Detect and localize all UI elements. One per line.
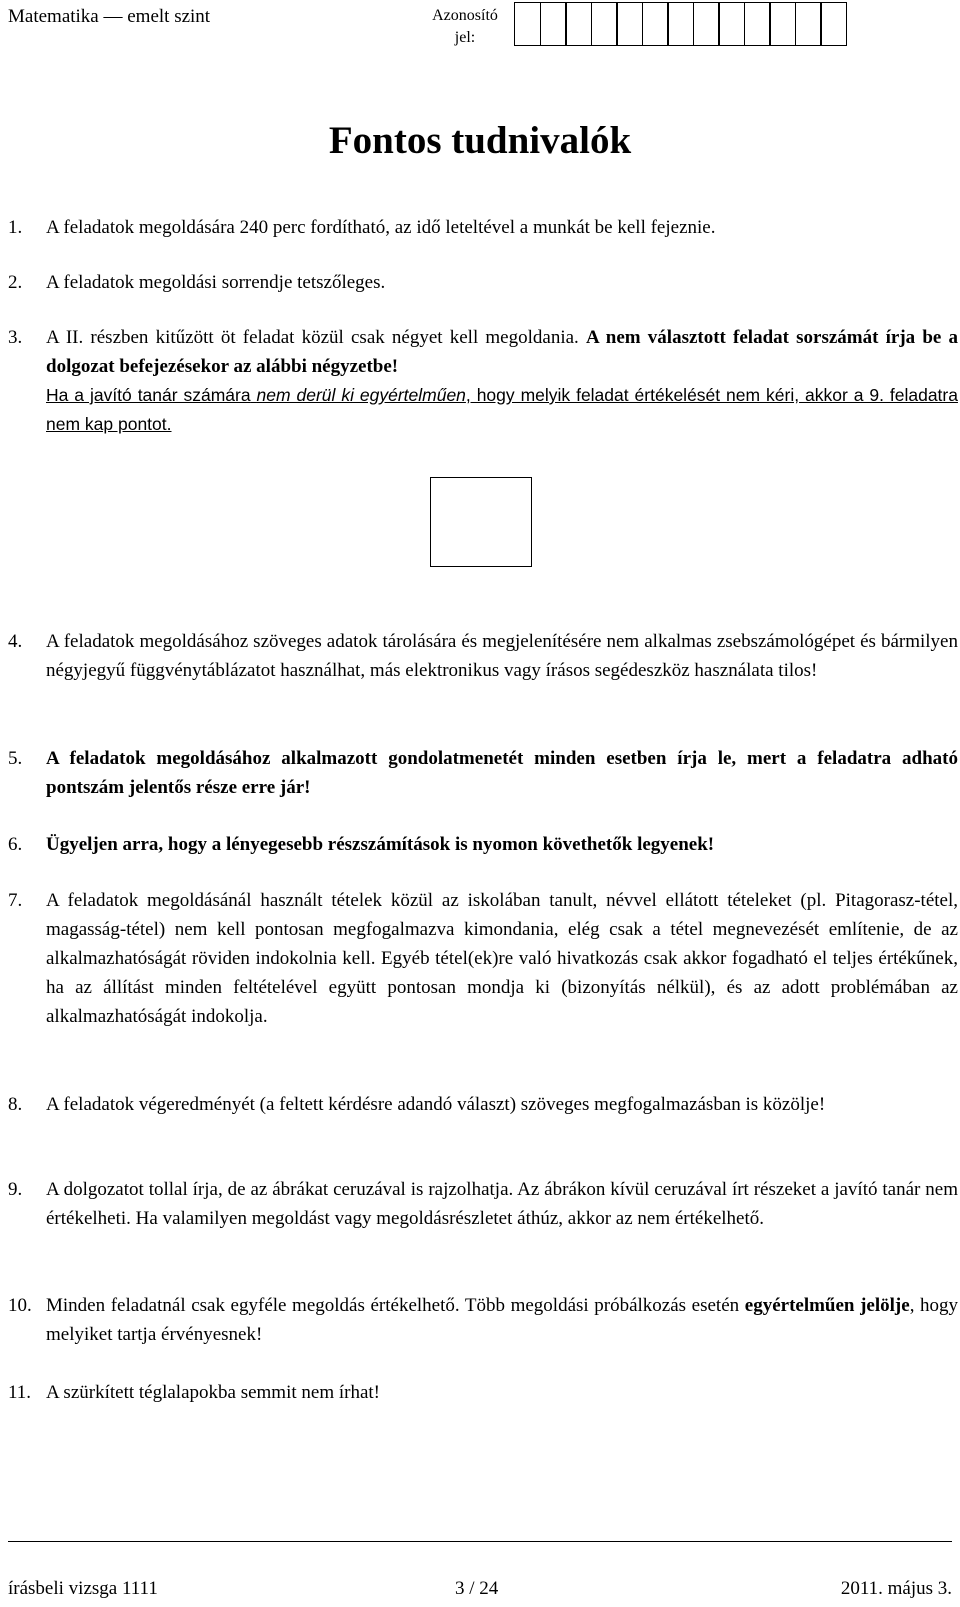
- item-number: 6.: [8, 834, 23, 855]
- item-text: A feladatok végeredményét (a feltett kérdésre adandó választ) szöveges megfogalmazásban is közölje!: [46, 1094, 826, 1115]
- item-10-text-part1: Minden feladatnál csak egyféle megoldás értékelhető. Több megoldási próbálkozás esetén: [46, 1295, 740, 1316]
- item-3-text-part1: A II. részben kitűzött öt feladat közül csak négyet kell megoldania.: [46, 327, 579, 348]
- id-box[interactable]: [718, 2, 745, 46]
- item-text: A dolgozatot tollal írja, de az ábrákat ceruzával is rajzolhatja. Az ábrákon kívül ceruzával írt részeket a javító tanár nem értékelheti. Ha valamilyen megoldást vagy megoldásrészletet áthúz, akkor az nem értékelhető.: [46, 1179, 958, 1229]
- footer-divider: [8, 1541, 952, 1542]
- item-3-warning-italic: nem derül ki egyértelműen: [256, 385, 466, 405]
- id-box[interactable]: [693, 2, 720, 46]
- list-item-11: [8, 1378, 958, 1407]
- item-number: 4.: [8, 631, 23, 652]
- item-3-warning: [46, 381, 958, 439]
- list-item-10: [8, 1291, 958, 1349]
- id-box[interactable]: [514, 2, 541, 46]
- list-item-9: [8, 1175, 958, 1233]
- item-number: 11.: [8, 1382, 32, 1403]
- list-item-4: [8, 627, 958, 685]
- item-text: A feladatok megoldásához szöveges adatok tárolására és megjelenítésére nem alkalmas zsebszámológépet és bármilyen négyjegyű függvénytáblázatot használhat, más elektronikus vagy írásos segédeszköz használata tilos!: [46, 631, 958, 681]
- item-number: 8.: [8, 1094, 23, 1115]
- item-number: 3.: [8, 327, 23, 348]
- item-text: A feladatok megoldási sorrendje tetszőleges.: [46, 272, 386, 293]
- item-text: A feladatok megoldásánál használt tételek közül az iskolában tanult, névvel ellátott tételeket (pl. Pitagorasz-tétel, magasság-tétel) nem kell pontosan megfogalmazva kimondania, elég csak a tétel megnevezését említenie, de az alkalmazhatóságát röviden indokolnia kell. Egyéb tétel(ek)re való hivatkozás csak akkor fogadható el teljes értékűnek, ha az állítást minden feltételével együtt pontosan mondja ki (bizonyítás nélkül), és az adott problémában az alkalmazhatóságát indokolja.: [46, 890, 958, 1027]
- item-10-bold: egyértelműen jelölje: [744, 1295, 910, 1316]
- id-box[interactable]: [744, 2, 771, 46]
- item-text: [46, 323, 958, 439]
- page-title: Fontos tudnivalók: [328, 119, 632, 162]
- item-number: 7.: [8, 890, 23, 911]
- id-box[interactable]: [642, 2, 669, 46]
- list-item-2: [8, 268, 958, 297]
- item-3-warning-a: Ha a javító tanár számára: [46, 385, 251, 405]
- id-box[interactable]: [616, 2, 643, 46]
- item-text: A feladatok megoldásához alkalmazott gondolatmenetét minden esetben írja le, mert a feladatra adható pontszám jelentős része erre jár!: [46, 748, 958, 798]
- item-text: A feladatok megoldására 240 perc fordítható, az idő leteltével a munkát be kell fejeznie.: [46, 217, 716, 238]
- id-boxes[interactable]: [514, 2, 846, 46]
- footer-date: 2011. május 3.: [840, 1578, 952, 1599]
- item-3-bold-instruction: A nem választott feladat sorszámát írja be a dolgozat befejezésekor az alábbi négyzetbe!: [46, 327, 958, 377]
- page-header: [8, 0, 952, 56]
- id-box[interactable]: [591, 2, 618, 46]
- list-item-1: [8, 213, 958, 242]
- id-box[interactable]: [795, 2, 822, 46]
- id-box[interactable]: [667, 2, 694, 46]
- id-box[interactable]: [565, 2, 592, 46]
- footer-page-number: 3 / 24: [455, 1578, 499, 1599]
- item-text: A szürkített téglalapokba semmit nem írhat!: [46, 1382, 380, 1403]
- item-3-warning-c: , hogy melyik feladat értékelését nem kéri, akkor a 9. feladatra nem kap pontot.: [46, 385, 958, 434]
- item-10-text-part3: , hogy melyiket tartja érvényesnek!: [46, 1295, 959, 1345]
- item-text: Ügyeljen arra, hogy a lényegesebb részszámítások is nyomon követhetők legyenek!: [46, 834, 715, 855]
- id-label: Azonosító jel:: [432, 7, 498, 46]
- unselected-task-box[interactable]: [430, 477, 532, 567]
- item-number: 10.: [8, 1295, 32, 1316]
- list-item-6: [8, 830, 958, 859]
- item-number: 9.: [8, 1179, 23, 1200]
- list-item-8: [8, 1090, 958, 1119]
- item-number: 2.: [8, 272, 23, 293]
- item-text: [46, 1291, 958, 1349]
- exam-subject-title: Matematika — emelt szint: [8, 6, 211, 27]
- id-box[interactable]: [820, 2, 847, 46]
- list-item-7: [8, 886, 958, 1031]
- list-item-5: [8, 744, 958, 802]
- item-number: 1.: [8, 217, 23, 238]
- item-number: 5.: [8, 748, 23, 769]
- id-box[interactable]: [540, 2, 567, 46]
- id-box[interactable]: [769, 2, 796, 46]
- list-item-3: [8, 323, 958, 439]
- footer-exam-code: írásbeli vizsga 1111: [8, 1578, 158, 1599]
